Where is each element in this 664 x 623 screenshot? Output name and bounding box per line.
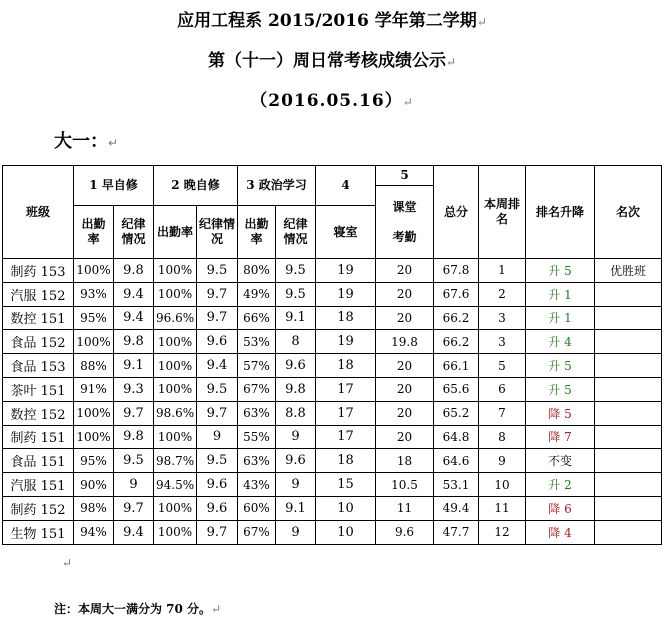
paragraph-mark-icon: ↵ [211, 602, 222, 616]
discipline-cell: 9.5 [197, 449, 238, 473]
place-cell [595, 330, 662, 354]
total-cell: 66.1 [434, 354, 479, 378]
table-row [3, 259, 662, 283]
header-rank-change: 排名升降 [526, 166, 595, 259]
class-cell: 制药 153 [3, 259, 74, 283]
attendance-cell: 100% [154, 259, 197, 283]
classroom-cell: 18 [376, 449, 434, 473]
classroom-cell: 20 [376, 377, 434, 401]
dorm-cell: 17 [316, 401, 376, 425]
attendance-cell: 55% [238, 425, 276, 449]
discipline-cell: 8 [276, 330, 316, 354]
discipline-cell: 9.4 [114, 282, 154, 306]
rank-change-cell: 升 5 [526, 354, 595, 378]
attendance-cell: 100% [74, 425, 114, 449]
rank-change-cell: 降 5 [526, 401, 595, 425]
discipline-cell: 9.7 [114, 496, 154, 520]
dorm-cell: 10 [316, 496, 376, 520]
discipline-cell: 9.8 [114, 425, 154, 449]
header-discipline-1: 纪律情况 [114, 206, 154, 259]
discipline-cell: 9.1 [114, 354, 154, 378]
table-row [3, 425, 662, 449]
rank-change-cell: 升 5 [526, 377, 595, 401]
attendance-cell: 96.6% [154, 306, 197, 330]
place-cell [595, 377, 662, 401]
attendance-cell: 100% [154, 354, 197, 378]
class-cell: 汽服 151 [3, 473, 74, 497]
rank-cell: 11 [479, 496, 526, 520]
header-attendance-2: 出勤率 [154, 206, 197, 259]
header-discipline-3: 纪律情况 [276, 206, 316, 259]
attendance-cell: 100% [74, 259, 114, 283]
header-attendance-3: 出勤率 [238, 206, 276, 259]
attendance-label: 考勤 [392, 229, 417, 244]
attendance-cell: 43% [238, 473, 276, 497]
table-row [3, 306, 662, 330]
attendance-cell: 95% [74, 449, 114, 473]
total-cell: 67.6 [434, 282, 479, 306]
table-row [3, 401, 662, 425]
rank-change-cell: 降 4 [526, 520, 595, 544]
table-row [3, 520, 662, 544]
header-classroom-attendance [376, 186, 434, 259]
rank-change-cell: 降 7 [526, 425, 595, 449]
classroom-cell: 20 [376, 259, 434, 283]
footnote [54, 600, 221, 617]
attendance-cell: 60% [238, 496, 276, 520]
attendance-cell: 100% [74, 330, 114, 354]
classroom-cell: 11 [376, 496, 434, 520]
paragraph-mark-icon: ↵ [108, 136, 119, 150]
dorm-cell: 19 [316, 259, 376, 283]
attendance-cell: 94% [74, 520, 114, 544]
classroom-cell: 19.8 [376, 330, 434, 354]
header-place: 名次 [595, 166, 662, 259]
total-cell: 64.6 [434, 449, 479, 473]
rank-change-cell: 升 4 [526, 330, 595, 354]
table-body [3, 259, 662, 545]
header-discipline-2: 纪律情况 [197, 206, 238, 259]
total-cell: 66.2 [434, 306, 479, 330]
section-label-text: 大一： [54, 131, 108, 152]
attendance-cell: 100% [154, 330, 197, 354]
dorm-cell: 19 [316, 330, 376, 354]
discipline-cell: 9.7 [197, 520, 238, 544]
total-cell: 49.4 [434, 496, 479, 520]
rank-cell: 8 [479, 425, 526, 449]
discipline-cell: 9.3 [114, 377, 154, 401]
date-text: （2016.05.16） [250, 91, 403, 111]
total-cell: 64.8 [434, 425, 479, 449]
place-cell [595, 282, 662, 306]
doc-date [0, 86, 664, 111]
classroom-cell: 9.6 [376, 520, 434, 544]
header-classroom-number: 5 [376, 166, 434, 186]
dorm-cell: 18 [316, 306, 376, 330]
dorm-cell: 18 [316, 449, 376, 473]
attendance-cell: 80% [238, 259, 276, 283]
discipline-cell: 9 [197, 425, 238, 449]
rank-change-cell: 升 2 [526, 473, 595, 497]
attendance-cell: 95% [74, 306, 114, 330]
discipline-cell: 9.7 [197, 306, 238, 330]
discipline-cell: 9.6 [197, 473, 238, 497]
class-cell: 茶叶 151 [3, 377, 74, 401]
place-cell [595, 449, 662, 473]
title-text: 应用工程系 2015/2016 学年第二学期 [177, 11, 477, 31]
dorm-cell: 10 [316, 520, 376, 544]
rank-cell: 6 [479, 377, 526, 401]
discipline-cell: 9.8 [114, 259, 154, 283]
header-class: 班级 [3, 166, 74, 259]
place-cell [595, 496, 662, 520]
attendance-cell: 67% [238, 520, 276, 544]
rank-change-cell: 升 1 [526, 282, 595, 306]
dorm-cell: 17 [316, 377, 376, 401]
rank-cell: 7 [479, 401, 526, 425]
class-cell: 食品 152 [3, 330, 74, 354]
place-cell [595, 473, 662, 497]
discipline-cell: 9.6 [276, 449, 316, 473]
attendance-cell: 98.6% [154, 401, 197, 425]
discipline-cell: 9.8 [276, 377, 316, 401]
discipline-cell: 9.8 [114, 330, 154, 354]
class-cell: 食品 151 [3, 449, 74, 473]
paragraph-mark-icon: ↵ [402, 95, 414, 109]
paragraph-mark-icon: ↵ [62, 556, 73, 570]
attendance-cell: 57% [238, 354, 276, 378]
total-cell: 53.1 [434, 473, 479, 497]
attendance-cell: 67% [238, 377, 276, 401]
place-cell [595, 425, 662, 449]
attendance-cell: 93% [74, 282, 114, 306]
header-dorm: 寝室 [316, 206, 376, 259]
classroom-cell: 20 [376, 425, 434, 449]
discipline-cell: 9.6 [276, 354, 316, 378]
class-cell: 制药 152 [3, 496, 74, 520]
attendance-cell: 63% [238, 449, 276, 473]
title-text: 第（十一）周日常考核成绩公示 [207, 51, 446, 71]
classroom-cell: 20 [376, 282, 434, 306]
header-total: 总分 [434, 166, 479, 259]
header-attendance-1: 出勤率 [74, 206, 114, 259]
rank-cell: 2 [479, 282, 526, 306]
discipline-cell: 8.8 [276, 401, 316, 425]
place-cell [595, 354, 662, 378]
rank-cell: 9 [479, 449, 526, 473]
table-row [3, 354, 662, 378]
rank-cell: 12 [479, 520, 526, 544]
rank-cell: 3 [479, 330, 526, 354]
classroom-cell: 20 [376, 354, 434, 378]
discipline-cell: 9.6 [197, 330, 238, 354]
table-row [3, 449, 662, 473]
score-table [2, 165, 662, 545]
discipline-cell: 9 [276, 473, 316, 497]
doc-title-line2 [0, 46, 664, 71]
rank-change-cell: 升 5 [526, 259, 595, 283]
attendance-cell: 100% [154, 496, 197, 520]
dorm-cell: 15 [316, 473, 376, 497]
class-cell: 制药 151 [3, 425, 74, 449]
attendance-cell: 88% [74, 354, 114, 378]
total-cell: 65.6 [434, 377, 479, 401]
discipline-cell: 9.6 [197, 496, 238, 520]
rank-cell: 3 [479, 306, 526, 330]
header-evening-study: 2 晚自修 [154, 166, 238, 206]
place-cell [595, 306, 662, 330]
discipline-cell: 9 [114, 473, 154, 497]
discipline-cell: 9.7 [197, 282, 238, 306]
dorm-cell: 18 [316, 354, 376, 378]
section-label [54, 127, 118, 153]
place-cell: 优胜班 [595, 259, 662, 283]
header-dorm-number: 4 [316, 166, 376, 206]
classroom-label: 课堂 [392, 199, 417, 214]
table-row [3, 473, 662, 497]
class-cell: 食品 153 [3, 354, 74, 378]
table-row [3, 377, 662, 401]
header-week-rank: 本周排名 [479, 166, 526, 259]
discipline-cell: 9.5 [197, 259, 238, 283]
header-morning-study: 1 早自修 [74, 166, 154, 206]
attendance-cell: 63% [238, 401, 276, 425]
class-cell: 数控 151 [3, 306, 74, 330]
attendance-cell: 98.7% [154, 449, 197, 473]
class-cell: 汽服 152 [3, 282, 74, 306]
discipline-cell: 9.5 [197, 377, 238, 401]
paragraph-mark-icon: ↵ [476, 15, 487, 29]
rank-change-cell: 不变 [526, 449, 595, 473]
discipline-cell: 9.5 [276, 259, 316, 283]
attendance-cell: 100% [154, 377, 197, 401]
discipline-cell: 9 [276, 520, 316, 544]
rank-change-cell: 降 6 [526, 496, 595, 520]
table-row [3, 282, 662, 306]
total-cell: 66.2 [434, 330, 479, 354]
place-cell [595, 520, 662, 544]
discipline-cell: 9.5 [114, 449, 154, 473]
discipline-cell: 9 [276, 425, 316, 449]
footnote-text: 注：本周大一满分为 70 分。 [54, 602, 212, 616]
total-cell: 65.2 [434, 401, 479, 425]
attendance-cell: 100% [154, 282, 197, 306]
rank-change-cell: 升 1 [526, 306, 595, 330]
classroom-cell: 20 [376, 401, 434, 425]
place-cell [595, 401, 662, 425]
discipline-cell: 9.7 [197, 401, 238, 425]
attendance-cell: 90% [74, 473, 114, 497]
discipline-cell: 9.4 [114, 520, 154, 544]
header-political-study: 3 政治学习 [238, 166, 316, 206]
attendance-cell: 94.5% [154, 473, 197, 497]
total-cell: 67.8 [434, 259, 479, 283]
classroom-cell: 20 [376, 306, 434, 330]
discipline-cell: 9.1 [276, 496, 316, 520]
total-cell: 47.7 [434, 520, 479, 544]
rank-cell: 10 [479, 473, 526, 497]
dorm-cell: 19 [316, 282, 376, 306]
class-cell: 生物 151 [3, 520, 74, 544]
paragraph-mark-icon: ↵ [445, 55, 457, 69]
attendance-cell: 53% [238, 330, 276, 354]
class-cell: 数控 152 [3, 401, 74, 425]
attendance-cell: 98% [74, 496, 114, 520]
table-row [3, 330, 662, 354]
table-row [3, 496, 662, 520]
attendance-cell: 49% [238, 282, 276, 306]
rank-cell: 1 [479, 259, 526, 283]
attendance-cell: 66% [238, 306, 276, 330]
rank-cell: 5 [479, 354, 526, 378]
dorm-cell: 17 [316, 425, 376, 449]
classroom-cell: 10.5 [376, 473, 434, 497]
attendance-cell: 100% [74, 401, 114, 425]
discipline-cell: 9.4 [197, 354, 238, 378]
attendance-cell: 100% [154, 520, 197, 544]
attendance-cell: 91% [74, 377, 114, 401]
discipline-cell: 9.1 [276, 306, 316, 330]
discipline-cell: 9.4 [114, 306, 154, 330]
discipline-cell: 9.5 [276, 282, 316, 306]
doc-title-line1 [0, 6, 664, 31]
attendance-cell: 100% [154, 425, 197, 449]
discipline-cell: 9.7 [114, 401, 154, 425]
